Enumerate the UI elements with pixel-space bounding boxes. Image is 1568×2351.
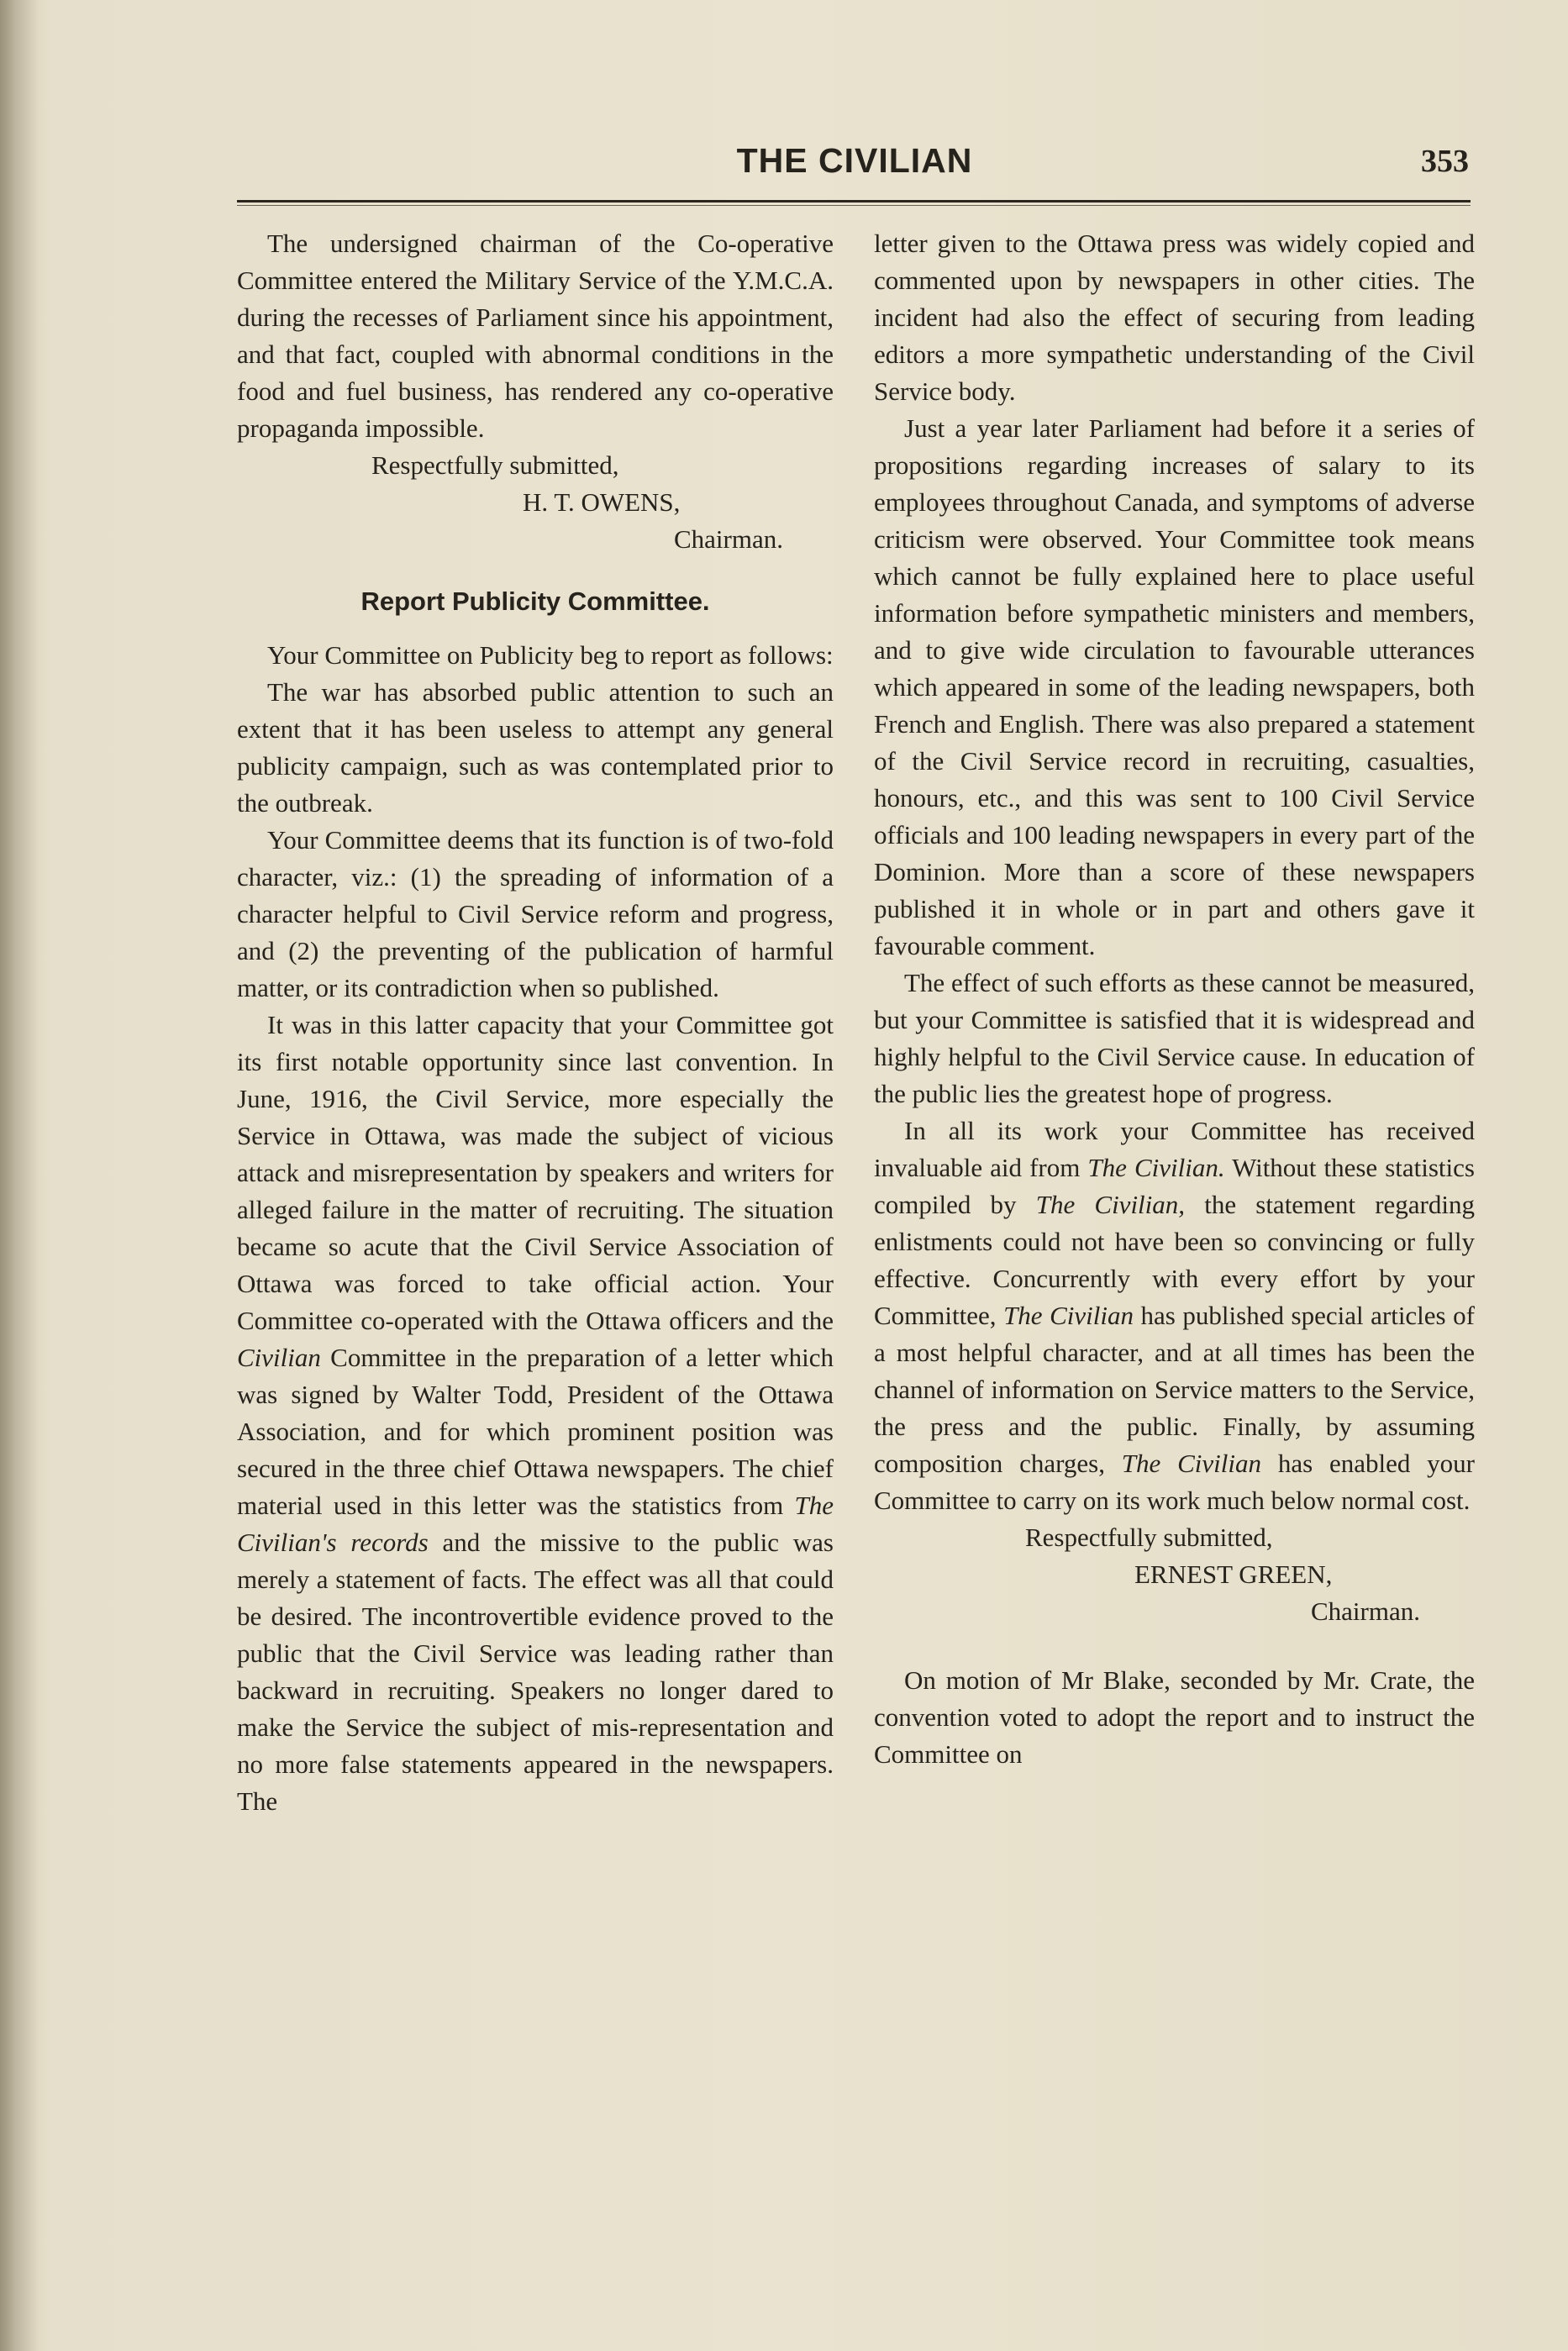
text-run: the statement regarding enlistments could not have been so convincing or fully effective. Concurrently with every effort by your Committee, <box>874 1190 1475 1330</box>
signature-submitted: Respectfully submitted, <box>1025 1523 1273 1552</box>
paragraph: Your Committee on Publicity beg to report as follows: <box>267 640 834 670</box>
text-run: Without these statistics compiled by <box>874 1153 1475 1219</box>
paragraph: On motion of Mr Blake, seconded by Mr. Crate, the convention voted to adopt the report and to instruct the Committee on <box>874 1665 1475 1769</box>
paragraph <box>237 1007 834 1820</box>
signature-title: Chairman. <box>1311 1596 1420 1626</box>
italic-text: The Civilian's records <box>237 1491 834 1557</box>
text-run: Committee in the preparation of a letter which was signed by Walter Todd, President of the Ottawa Association, and for which prominent position was secured in the three chief Ottawa newspapers. The chief material used in this letter was the statistics from <box>237 1343 834 1520</box>
paragraph: Just a year later Parliament had before it a series of propositions regarding increases of salary to its employees throughout Canada, and symptoms of adverse criticism were observed. Your Committee took means which cannot be fully explained here to place useful information before sympathetic ministers and members, and to give wide circulation to favourable utterances which appeared in some of the leading newspapers, both French and English. There was also prepared a statement of the Civil Service record in recruiting, casualties, honours, etc., and this was sent to 100 Civil Service officials and 100 leading newspapers in every part of the Dominion. More than a score of these newspapers published it in whole or in part and others gave it favourable comment. <box>874 413 1475 960</box>
text-run: It was in this latter capacity that your Committee got its first notable opportunity since last convention. In June, 1916, the Civil Service, more especially the Service in Ottawa, was made the subject of vicious attack and misrepresentation by speakers and writers for alleged failure in the matter of recruiting. The situation became so acute that the Civil Service Association of Ottawa was forced to take official action. Your Committee co-operated with the Ottawa officers and the <box>237 1010 834 1335</box>
binding-shadow <box>0 0 39 2351</box>
page-header <box>234 141 1476 193</box>
text-run: and the missive to the public was merely a statement of facts. The effect was all that could be desired. The incontrovertible evidence proved to the public that the Civil Service was leading rather than backward in recruiting. Speakers no longer dared to make the Service the subject of mis-representation and no more false statements appeared in the newspapers. The <box>237 1528 834 1816</box>
left-column <box>237 225 834 1820</box>
spacer <box>874 1630 1475 1662</box>
signature-name: H. T. OWENS, <box>523 487 681 517</box>
text-run: has enabled your Committee to carry on its work much below normal cost. <box>874 1449 1475 1515</box>
text-run: has published special articles of a most helpful character, and at all times has been the channel of information on Service matters to the Service, the press and the public. Finally, by assuming composition charges, <box>874 1301 1475 1478</box>
paragraph: Your Committee deems that its function is of two-fold character, viz.: (1) the spreading of information of a character helpful to Civil Service reform and progress, and (2) the preventing of the publication of harmful matter, or its contradiction when so published. <box>237 825 834 1002</box>
signature-title: Chairman. <box>674 524 783 554</box>
italic-text: The Civilian <box>1003 1301 1134 1330</box>
text-run: In all its work your Committee has received invaluable aid from <box>874 1116 1475 1182</box>
italic-text: The Civilian. <box>1087 1153 1225 1182</box>
page-number: 353 <box>1421 144 1469 179</box>
section-heading: Report Publicity Committee. <box>360 586 710 616</box>
header-rule-thin <box>237 205 1471 206</box>
paragraph: The war has absorbed public attention to such an extent that it has been useless to attempt any general publicity campaign, such as was contemplated prior to the outbreak. <box>237 677 834 818</box>
signature-name: ERNEST GREEN, <box>1134 1559 1333 1589</box>
italic-text: Civilian <box>237 1343 321 1372</box>
publication-title: THE CIVILIAN <box>736 141 973 180</box>
signature-submitted: Respectfully submitted, <box>371 450 619 480</box>
right-column <box>874 225 1475 1773</box>
cooperative-report-paragraph: The undersigned chairman of the Co-operative Committee entered the Military Service of the Y.M.C.A. during the recesses of Parliament since his appointment, and that fact, coupled with abnormal conditions in the food and fuel business, has rendered any co-operative propaganda impossible. <box>237 229 834 443</box>
paragraph-continued: letter given to the Ottawa press was widely copied and commented upon by newspapers in other cities. The incident had also the effect of securing from leading editors a more sympathetic understanding of the Civil Service body. <box>874 229 1475 406</box>
paragraph: The effect of such efforts as these cannot be measured, but your Committee is satisfied that it is widespread and highly helpful to the Civil Service cause. In education of the public lies the greatest hope of progress. <box>874 968 1475 1108</box>
header-rule <box>237 200 1471 202</box>
italic-text: The Civilian, <box>1035 1190 1186 1219</box>
italic-text: The Civilian <box>1121 1449 1261 1478</box>
paragraph <box>874 1112 1475 1519</box>
